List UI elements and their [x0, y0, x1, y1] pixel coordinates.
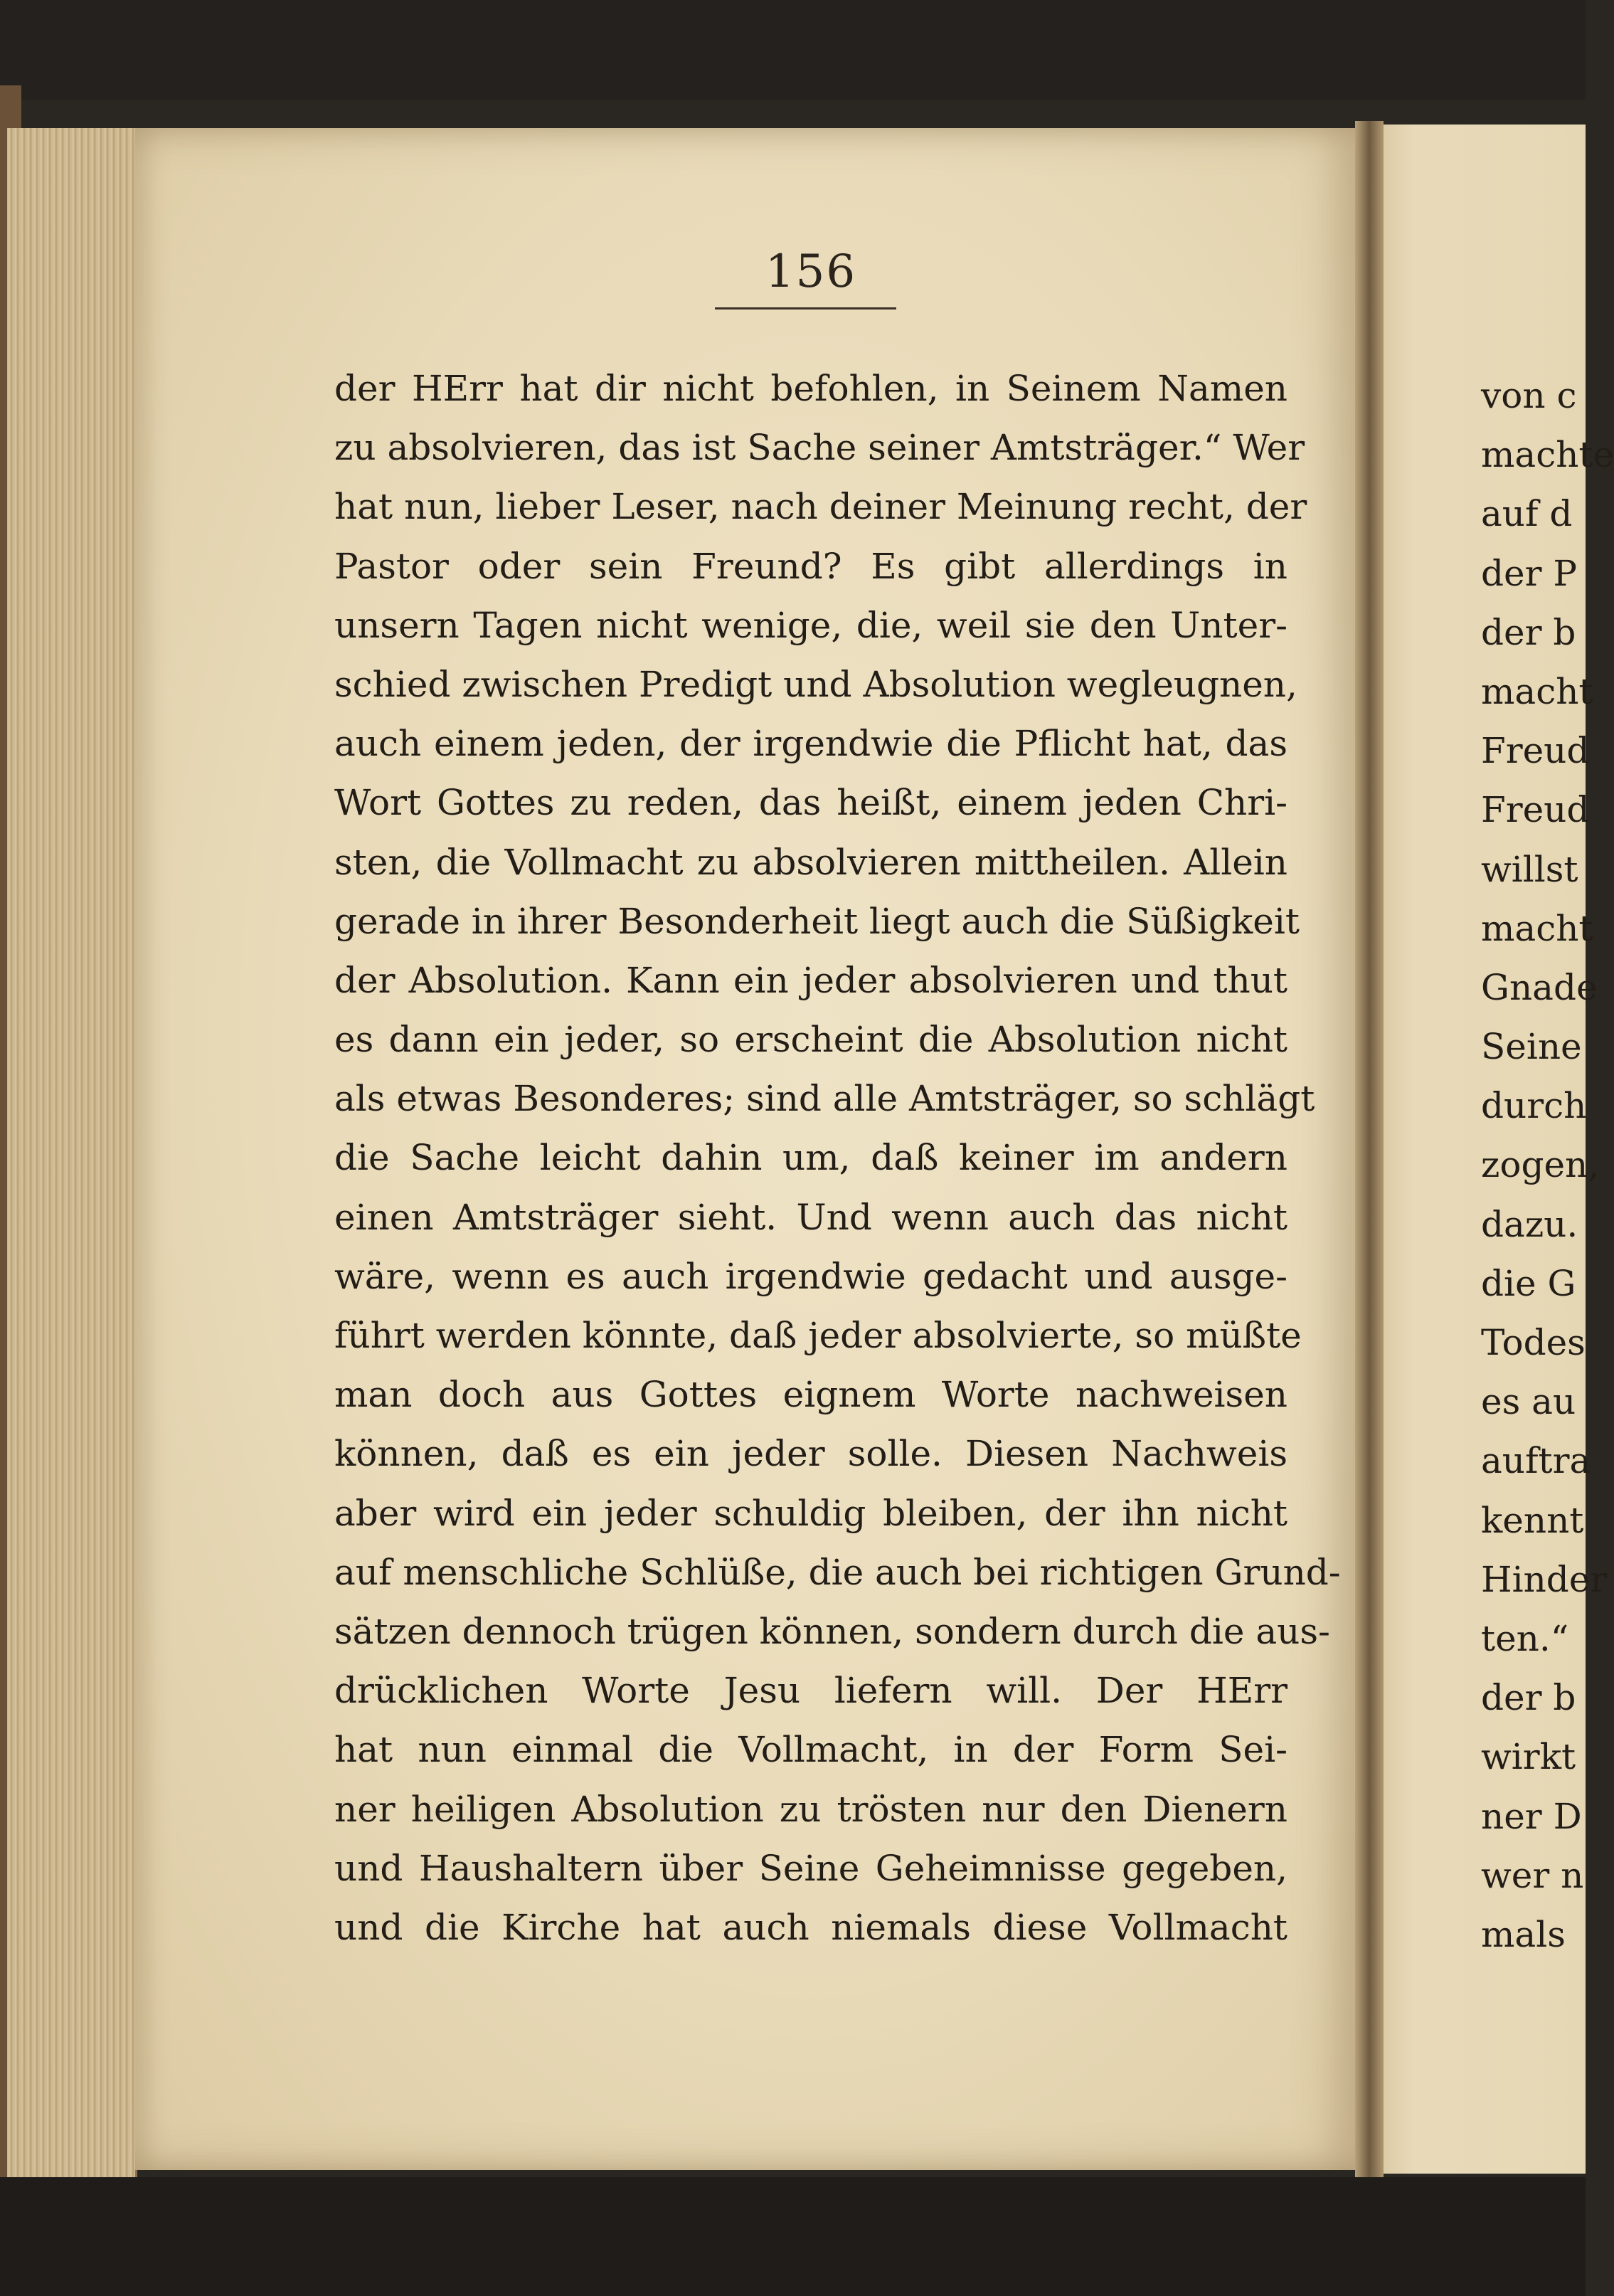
- text-fragment: der b: [1481, 611, 1576, 653]
- text-line: drücklichen Worte Jesu liefern will. Der HErr: [334, 1670, 1288, 1712]
- text-line: Pastor oder sein Freund? Es gibt allerdings in: [334, 545, 1288, 587]
- text-line: man doch aus Gottes eignem Worte nachweisen: [334, 1374, 1288, 1416]
- text-fragment: wer n: [1481, 1854, 1584, 1896]
- text-line: hat nun einmal die Vollmacht, in der Form Sei-: [334, 1729, 1288, 1771]
- text-line: wäre, wenn es auch irgendwie gedacht und ausge-: [334, 1255, 1288, 1297]
- text-fragment: machte: [1481, 434, 1614, 476]
- text-line: führt werden könnte, daß jeder absolvierte, so müßte: [334, 1315, 1302, 1356]
- text-line: es dann ein jeder, so erscheint die Absolution nicht: [334, 1019, 1288, 1061]
- left-page-text: [334, 359, 1341, 1957]
- text-fragment: kennt: [1481, 1499, 1584, 1541]
- text-fragment: auftra: [1481, 1440, 1591, 1482]
- text-fragment: willst: [1481, 848, 1578, 890]
- text-fragment: durch: [1481, 1085, 1587, 1127]
- text-line: der Absolution. Kann ein jeder absolvieren und thut: [334, 959, 1288, 1001]
- text-line: und die Kirche hat auch niemals diese Vollmacht: [334, 1906, 1288, 1948]
- text-fragment: Hinder: [1481, 1558, 1608, 1600]
- text-fragment: ner D: [1481, 1795, 1582, 1837]
- text-fragment: es au: [1481, 1381, 1576, 1423]
- text-fragment: wirkt: [1481, 1736, 1576, 1778]
- text-line: der HErr hat dir nicht befohlen, in Seinem Namen: [334, 368, 1288, 409]
- text-fragment: auf d: [1481, 493, 1573, 535]
- text-fragment: der b: [1481, 1677, 1576, 1719]
- text-line: schied zwischen Predigt und Absolution wegleugnen,: [334, 663, 1297, 705]
- background-top: [0, 0, 1586, 100]
- text-line: auch einem jeden, der irgendwie die Pflicht hat, das: [334, 723, 1288, 765]
- text-line: Wort Gottes zu reden, das heißt, einem jeden Chri-: [334, 782, 1288, 824]
- text-line: aber wird ein jeder schuldig bleiben, der ihn nicht: [334, 1492, 1288, 1534]
- page-number: 156: [765, 245, 857, 298]
- text-fragment: macht: [1481, 907, 1593, 949]
- text-fragment: ten.“: [1481, 1617, 1569, 1659]
- text-line: sätzen dennoch trügen können, sondern durch die aus-: [334, 1610, 1330, 1652]
- text-fragment: der P: [1481, 552, 1578, 594]
- text-line: auf menschliche Schlüße, die auch bei richtigen Grund-: [334, 1551, 1341, 1593]
- text-line: und Haushaltern über Seine Geheimnisse gegeben,: [334, 1847, 1288, 1889]
- text-fragment: mals: [1481, 1913, 1566, 1955]
- page-number-rule: [715, 307, 896, 310]
- text-fragment: dazu.: [1481, 1203, 1578, 1245]
- text-line: ner heiligen Absolution zu trösten nur den Dienern: [334, 1788, 1288, 1830]
- text-line: gerade in ihrer Besonderheit liegt auch die Süßigkeit: [334, 900, 1300, 942]
- text-line: hat nun, lieber Leser, nach deiner Meinung recht, der: [334, 486, 1307, 528]
- background-bottom: [0, 2177, 1586, 2296]
- text-line: unsern Tagen nicht wenige, die, weil sie den Unter-: [334, 604, 1288, 646]
- right-page-text: [1481, 366, 1614, 1964]
- page-block-edges: [7, 128, 137, 2177]
- text-line: als etwas Besonderes; sind alle Amtsträger, so schlägt: [334, 1078, 1315, 1120]
- text-fragment: Freud: [1481, 730, 1590, 772]
- text-fragment: von c: [1481, 375, 1577, 416]
- text-fragment: Seine: [1481, 1026, 1582, 1068]
- text-line: die Sache leicht dahin um, daß keiner im andern: [334, 1137, 1288, 1179]
- text-line: können, daß es ein jeder solle. Diesen Nachweis: [334, 1433, 1288, 1475]
- text-fragment: Freud: [1481, 789, 1590, 831]
- text-fragment: Gnade: [1481, 966, 1598, 1008]
- text-fragment: Todes: [1481, 1322, 1586, 1363]
- text-fragment: zogen,: [1481, 1144, 1600, 1186]
- book-gutter: [1355, 121, 1384, 2177]
- text-fragment: macht: [1481, 670, 1593, 712]
- text-line: sten, die Vollmacht zu absolvieren mittheilen. Allein: [334, 841, 1288, 883]
- text-line: einen Amtsträger sieht. Und wenn auch das nicht: [334, 1196, 1288, 1238]
- text-fragment: die G: [1481, 1262, 1576, 1304]
- text-line: zu absolvieren, das ist Sache seiner Amtsträger.“ Wer: [334, 427, 1305, 469]
